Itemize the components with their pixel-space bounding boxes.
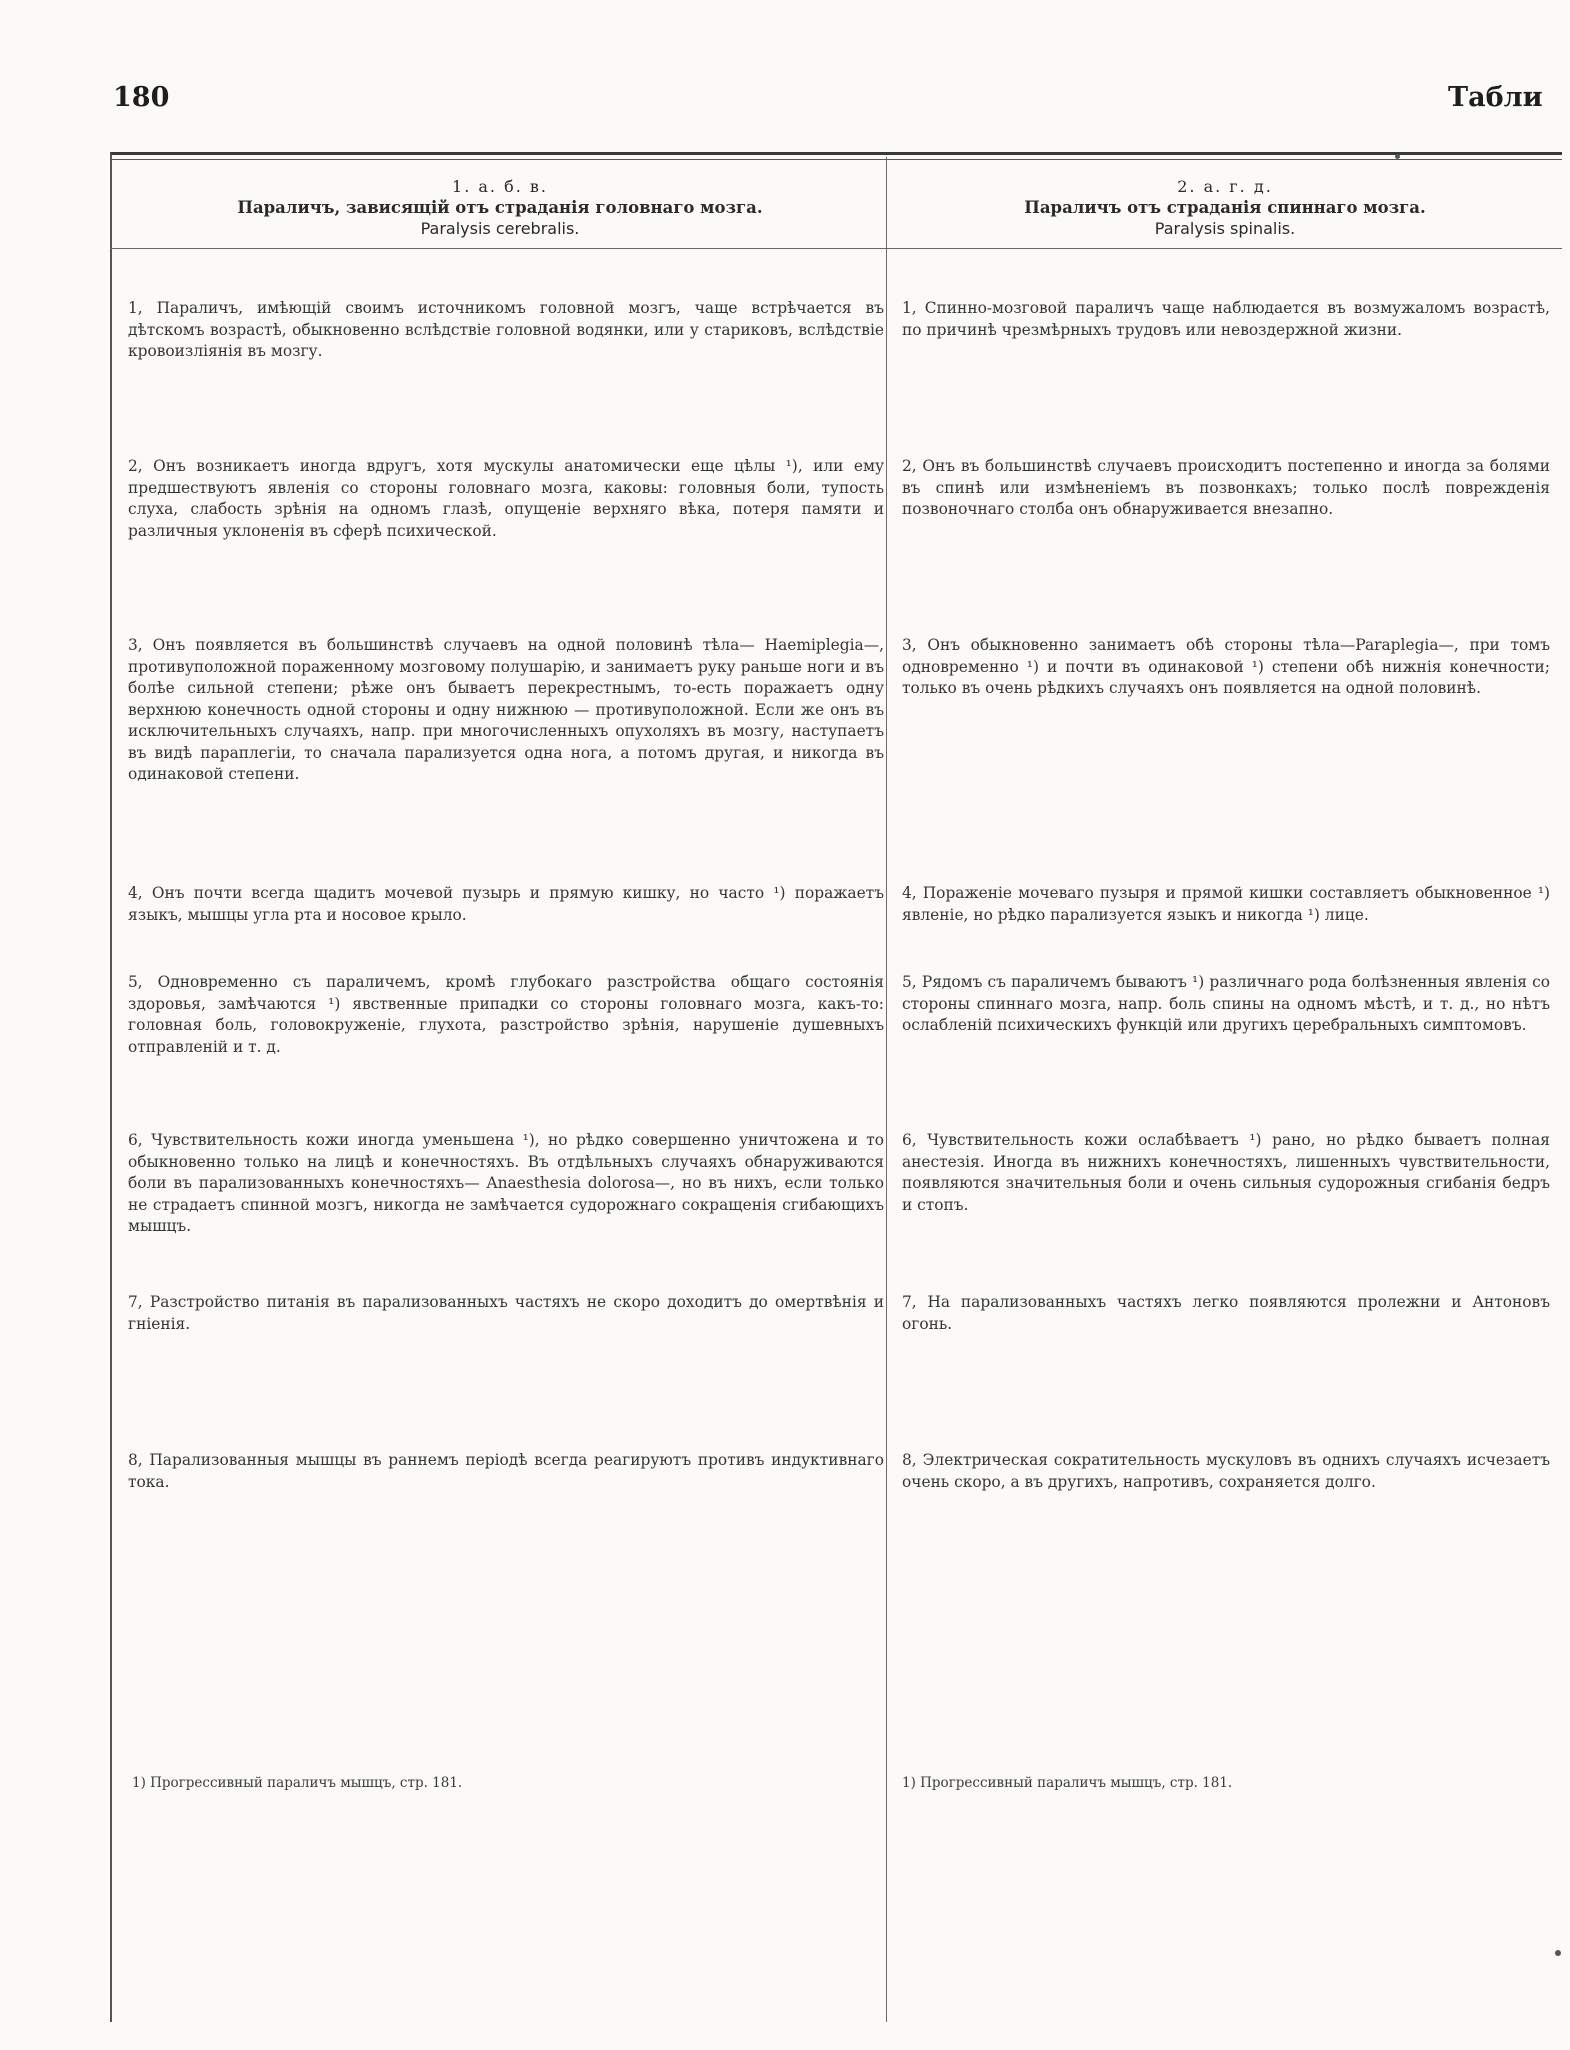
cerebral-item-8: 8, Парализованныя мышцы въ раннемъ періодѣ всегда реагируютъ противъ индуктивнаго тока. (128, 1451, 884, 1491)
spinal-item-4: 4, Пораженіе мочеваго пузыря и прямой кишки составляетъ обыкновенное ¹) явленіе, но рѣдко парализуется языкъ и никогда ¹) лице. (902, 884, 1550, 924)
page-number: 180 (113, 82, 170, 113)
spinal-item-5: 5, Рядомъ съ параличемъ бываютъ ¹) различнаго рода болѣзненныя явленія со стороны спиннаго мозга, напр. боль спины на одномъ мѣстѣ, и т. д., но нѣтъ ослабленій психическихъ функцій или другихъ церебральныхъ симптомовъ. (902, 973, 1550, 1034)
footnote-cerebral: 1) Прогрессивный параличъ мышцъ, стр. 181. (132, 1775, 463, 1791)
scan-speck (1395, 154, 1400, 159)
cerebral-item-4: 4, Онъ почти всегда щадитъ мочевой пузырь и прямую кишку, но часто ¹) поражаетъ языкъ, мышцы угла рта и носовое крыло. (128, 884, 884, 924)
spinal-item-7: 7, На парализованныхъ частяхъ легко появляются пролежни и Антоновъ огонь. (902, 1293, 1550, 1333)
cerebral-item-3: 3, Онъ появляется въ большинствѣ случаевъ на одной половинѣ тѣла— Haemiplegia—, противуположной пораженному мозговому полушарію, и занимаетъ руку раньше ноги и въ болѣе сильной степени; рѣже онъ бываетъ перекрестнымъ, то-есть поражаетъ одну верхнюю конечность одной стороны и одну нижнюю — противуположной. Если же онъ въ исключительныхъ случаяхъ, напр. при многочисленныхъ опухоляхъ въ мозгу, наступаетъ въ видѣ параплегіи, то сначала парализуется одна нога, а потомъ другая, и никогда въ одинаковой степени. (128, 636, 884, 783)
column-title: Параличъ, зависящій отъ страданія головнаго мозга. (237, 198, 763, 217)
latin-title: Paralysis cerebralis. (420, 219, 580, 238)
scan-speck (1555, 1950, 1561, 1956)
cerebral-item-2: 2, Онъ возникаетъ иногда вдругъ, хотя мускулы анатомически еще цѣлы ¹), или ему предшествуютъ явленія со стороны головнаго мозга, каковы: головныя боли, тупость слуха, слабость зрѣнія на одномъ глазѣ, опущеніе верхняго вѣка, потеря памяти и различныя уклоненія въ сферѣ психической. (128, 457, 884, 540)
column-title: Параличъ отъ страданія спиннаго мозга. (1024, 198, 1426, 217)
spinal-item-3: 3, Онъ обыкновенно занимаетъ обѣ стороны тѣла—Paraplegia—, при томъ одновременно ¹) и почти въ одинаковой ¹) степени обѣ нижнія конечности; только въ очень рѣдкихъ случаяхъ онъ появляется на одной половинѣ. (902, 636, 1550, 697)
cerebral-item-5: 5, Одновременно съ параличемъ, кромѣ глубокаго разстройства общаго состоянія здоровья, замѣчаются ¹) явственные припадки со стороны головнаго мозга, какъ-то: головная боль, головокруженіе, глухота, разстройство зрѣнія, нарушеніе душевныхъ отправленій и т. д. (128, 973, 884, 1056)
column-header-cerebral (130, 176, 870, 239)
spinal-item-2: 2, Онъ въ большинствѣ случаевъ происходитъ постепенно и иногда за болями въ спинѣ или измѣненіемъ въ позвонкахъ; только послѣ поврежденія позвоночнаго столба онъ обнаруживается внезапно. (902, 457, 1550, 518)
spinal-item-1: 1, Спинно-мозговой параличъ чаще наблюдается въ возмужаломъ возрастѣ, по причинѣ чрезмѣрныхъ трудовъ или невоздержной жизни. (902, 299, 1550, 339)
column-divider (886, 157, 887, 2022)
class-label: 1. а. б. в. (452, 177, 548, 196)
footnote-spinal: 1) Прогрессивный параличъ мышцъ, стр. 181. (902, 1775, 1233, 1791)
class-label: 2. а. г. д. (1177, 177, 1273, 196)
latin-title: Paralysis spinalis. (1154, 219, 1296, 238)
cerebral-item-6: 6, Чувствительность кожи иногда уменьшена ¹), но рѣдко совершенно уничтожена и то обыкновенно только на лицѣ и конечностяхъ. Въ отдѣльныхъ случаяхъ обнаруживаются боли въ парализованныхъ конечностяхъ— Anaesthesia dolorosa—, но въ нихъ, если только не страдаетъ спинной мозгъ, никогда не замѣчается судорожнаго сокращенія сгибающихъ мышцъ. (128, 1131, 884, 1235)
spinal-item-8: 8, Электрическая сократительность мускуловъ въ однихъ случаяхъ исчезаетъ очень скоро, а въ другихъ, напротивъ, сохраняется долго. (902, 1451, 1550, 1491)
cerebral-item-7: 7, Разстройство питанія въ парализованныхъ частяхъ не скоро доходитъ до омертвѣнія и гніенія. (128, 1293, 884, 1333)
header-rule (110, 248, 1562, 249)
table-frame (110, 152, 1562, 2022)
column-header-spinal (900, 176, 1550, 239)
spinal-item-6: 6, Чувствительность кожи ослабѣваетъ ¹) рано, но рѣдко бываетъ полная анестезія. Иногда въ нижнихъ конечностяхъ, лишенныхъ чувствительности, появляются значительныя боли и очень сильныя судорожныя сгибанія бедръ и стопъ. (902, 1131, 1550, 1214)
running-head: Табли (1448, 82, 1543, 113)
cerebral-item-1: 1, Параличъ, имѣющій своимъ источникомъ головной мозгъ, чаще встрѣчается въ дѣтскомъ возрастѣ, обыкновенно вслѣдствіе головной водянки, или у стариковъ, вслѣдствіе кровоизліянія въ мозгу. (128, 299, 884, 360)
